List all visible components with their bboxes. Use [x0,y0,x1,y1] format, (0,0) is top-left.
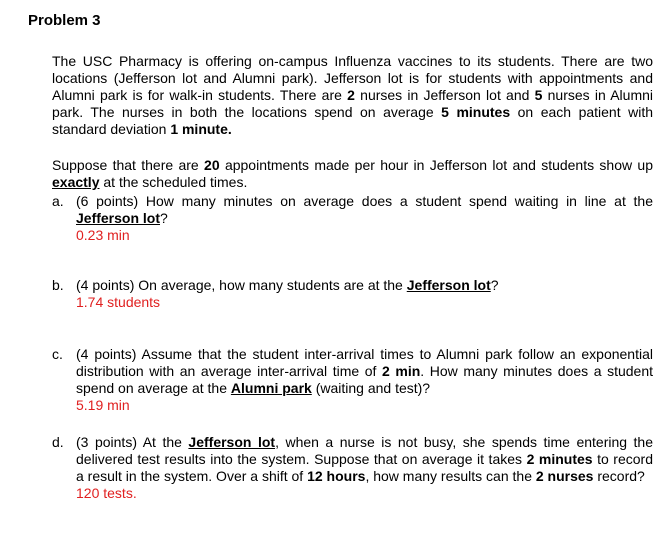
location-emphasis: Jefferson lot [188,434,276,450]
question-d [52,434,653,502]
setup-paragraph: Suppose that there are 20 appointments made per hour in Jefferson lot and students show up exactly at the scheduled times. [52,157,654,190]
question-text: (6 points) How many minutes on average does a student spend waiting in line at the Jefferson lot? [76,193,653,226]
jefferson-nurse-count: 2 [347,87,355,103]
service-std-dev: 1 minute. [170,121,232,137]
question-letter: b. [52,277,64,293]
alumni-nurse-count: 5 [534,87,543,103]
nurse-count: 2 nurses [535,468,594,484]
record-time: 2 minutes [526,451,593,467]
question-text: (4 points) Assume that the student inter-arrival times to Alumni park follow an exponential distribution with an average inter-arrival time of 2 min. How many minutes does a student spend on average at the Alumni park (waiting and test)? [76,346,653,396]
location-emphasis: Jefferson lot [76,210,161,226]
answer-text: 120 tests. [76,485,137,501]
location-emphasis: Alumni park [230,380,312,396]
shift-length: 12 hours [307,468,366,484]
question-a [52,193,653,244]
location-emphasis: Jefferson lot [406,277,491,293]
exactly-emphasis: exactly [52,174,100,190]
question-b [52,277,653,311]
intro-paragraph: The USC Pharmacy is offering on-campus Influenza vaccines to its students. There are two locations (Jefferson lot and Alumni park). Jefferson lot is for students with appointments and Alumni park is for walk-in students. There are 2 nurses in Jefferson lot and 5 nurses in Alumni park. The nurses in both the locations spend on average 5 minutes on each patient with standard deviation 1 minute. [52,53,654,137]
question-letter: c. [52,346,63,362]
answer-text: 1.74 students [76,294,161,310]
inter-arrival-time: 2 min [382,363,421,379]
question-text: (3 points) At the Jefferson lot, when a nurse is not busy, she spends time entering the delivered test results into the system. Suppose that on average it takes 2 minutes to record a result in the system. Over a shift of 12 hours, how many results can the 2 nurses record? [76,434,654,484]
question-c [52,346,653,414]
mean-service-time: 5 minutes [441,104,511,120]
appointments-per-hour: 20 [204,157,220,173]
answer-text: 0.23 min [76,227,130,243]
question-text: (4 points) On average, how many students are at the Jefferson lot? [76,277,499,293]
problem-title: Problem 3 [28,12,101,29]
answer-text: 5.19 min [76,397,130,413]
question-letter: d. [52,434,64,450]
question-letter: a. [52,193,64,209]
